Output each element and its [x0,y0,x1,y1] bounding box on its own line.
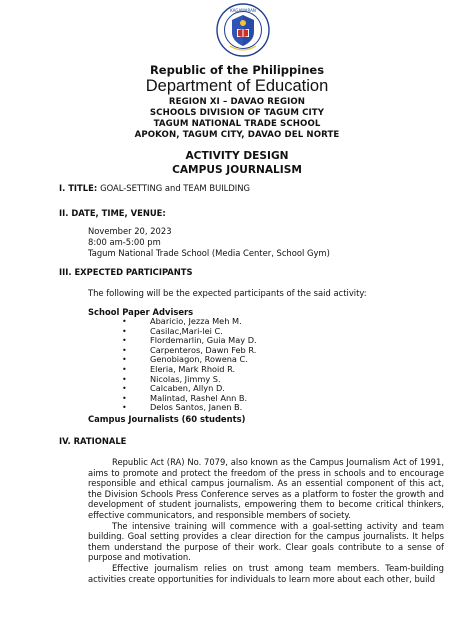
svg-text:KAGAWARAN: KAGAWARAN [230,8,256,13]
address-heading: APOKON, TAGUM CITY, DAVAO DEL NORTE [134,130,340,140]
journalists-label: Campus Journalists (60 students) [88,414,246,424]
rationale-paragraph-3: Effective journalism relies on trust among team members. Team-building activities create opportunities for individuals to learn more about each other, build [88,562,444,584]
list-item: • Flordemarlin, Guia May D. [150,336,257,346]
rationale-body [88,457,444,584]
list-item: • Calcaben, Allyn D. [150,384,257,394]
division-heading: SCHOOLS DIVISION OF TAGUM CITY [149,108,325,118]
event-venue: Tagum National Trade School (Media Center, School Gym) [88,248,330,258]
country-heading: Republic of the Philippines [149,63,325,77]
section-title [59,183,250,193]
advisers-list [150,317,257,413]
list-item: • Delos Santos, Janen B. [150,403,257,413]
school-heading: TAGUM NATIONAL TRADE SCHOOL [153,119,321,129]
participants-intro: The following will be the expected participants of the said activity: [88,288,367,298]
region-heading: REGION XI – DAVAO REGION [168,97,306,107]
section-date-time-venue-label: II. DATE, TIME, VENUE: [59,208,166,218]
doc-title-line1: ACTIVITY DESIGN [185,150,289,162]
doc-title-line2: CAMPUS JOURNALISM [172,164,302,176]
department-heading: Department of Education [145,77,329,95]
section-participants-label: III. EXPECTED PARTICIPANTS [59,267,193,277]
section-title-label: I. TITLE: [59,183,98,193]
advisers-label: School Paper Advisers [88,307,194,317]
list-item: • Casilac,Mari-lei C. [150,327,257,337]
rationale-paragraph-1: Republic Act (RA) No. 7079, also known as the Campus Journalism Act of 1991, aims to promote and protect the freedom of the press in schools and to encourage responsible and ethical campus journalism. As an essential component of this act, the Division Schools Press Conference serves as a platform to foster the growth and development of student journalists, empowering them to become critical thinkers, effective communicators, and responsible members of society. [88,457,444,520]
rationale-paragraph-2: The intensive training will commence with a goal-setting activity and team building. Goal setting provides a clear direction for the campus journalists. It helps them understand the purpose of their work. Clear goals contribute to a sense of purpose and motivation. [88,520,444,563]
section-rationale-label: IV. RATIONALE [59,436,127,446]
section-title-value: GOAL-SETTING and TEAM BUILDING [100,183,251,193]
event-date: November 20, 2023 [88,226,172,236]
list-item: • Abaricio, Jezza Meh M. [150,317,257,327]
list-item: • Nicolas, Jimmy S. [150,375,257,385]
event-time: 8:00 am-5:00 pm [88,237,161,247]
list-item: • Genobiagon, Rowena C. [150,355,257,365]
list-item: • Carpenteros, Dawn Feb R. [150,346,257,356]
list-item: • Malintad, Rashel Ann B. [150,394,257,404]
deped-seal-logo [216,3,270,57]
list-item: • Eleria, Mark Rhoid R. [150,365,257,375]
